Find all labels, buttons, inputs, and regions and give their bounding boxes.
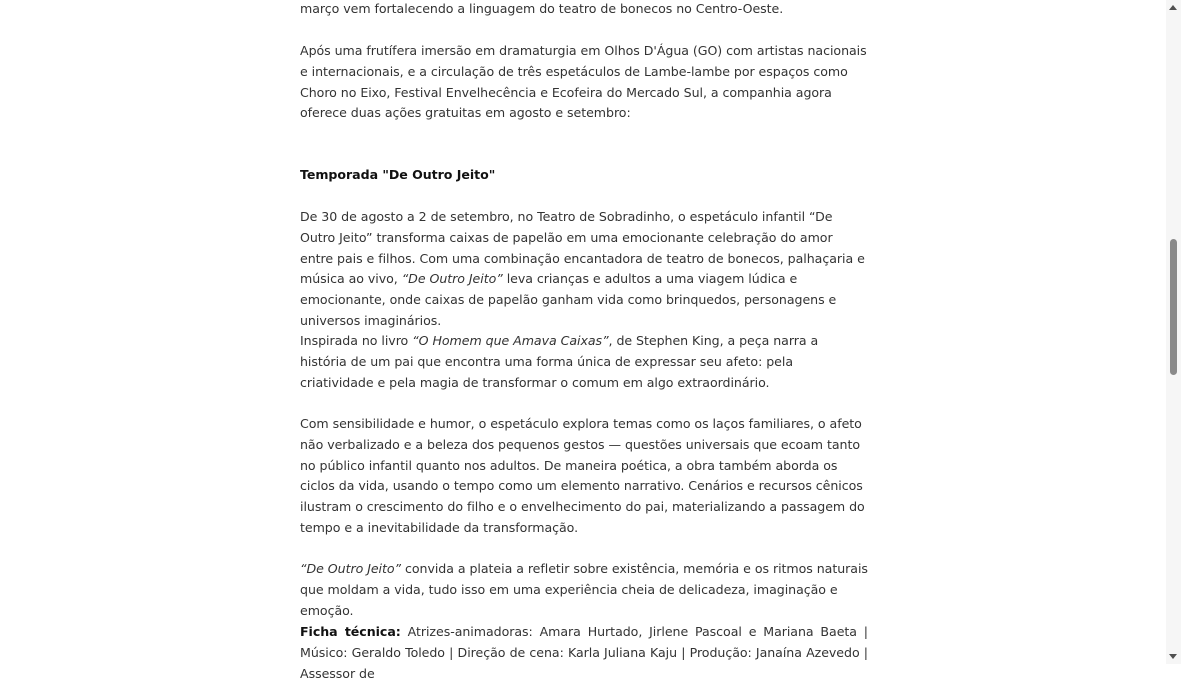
paragraph-text: março vem fortalecendo a linguagem do teatro de bonecos no Centro-Oeste. [300, 1, 784, 16]
paragraph-text: Com sensibilidade e humor, o espetáculo explora temas como os laços familiares, o afeto não verbalizado e a beleza dos pequenos gestos — questões universais que ecoam tanto no público infantil quanto nos adultos. De maneira poética, a obra também aborda os ciclos da vida, usando o tempo como um elemento narrativo. Cenários e recursos cênicos ilustram o crescimento do filho e o envelhecimento do pai, materializando a passagem do tempo e a inevitabilidade da transformação. [300, 416, 865, 535]
paragraph-text: Após uma frutífera imersão em dramaturgia em Olhos D'Água (GO) com artistas nacionais e internacionais, e a circulação de três espetáculos de Lambe-lambe por espaços como Choro no Eixo, Festival Envelhecência e Ecofeira do Mercado Sul, a companhia agora oferece duas ações gratuitas em agosto e setembro: [300, 43, 867, 121]
paragraph-text: convida a plateia a refletir sobre existência, memória e os ritmos naturais que moldam a vida, tudo isso em uma experiência cheia de delicadeza, imaginação e emoção. [300, 561, 868, 618]
show-title-italic: “De Outro Jeito” [300, 561, 402, 576]
paragraph-text: De 30 de agosto a 2 de setembro, no Teatro de Sobradinho, o espetáculo infantil “De Outro Jeito” transforma caixas de papelão em uma emocionante celebração do amor entre pais e filhos. Com uma combinação encantadora de teatro de bonecos, palhaçaria e música ao vivo, [300, 209, 865, 287]
scroll-up-arrow-icon[interactable] [1166, 0, 1181, 15]
scroll-down-arrow-icon[interactable] [1166, 649, 1181, 664]
paragraph-credits [300, 622, 868, 684]
show-title-italic: “De Outro Jeito” [401, 271, 503, 287]
book-title-italic: “O Homem que Amava Caixas” [412, 333, 609, 348]
paragraph-inspired [300, 331, 868, 393]
paragraph-text: , de Stephen King, a peça narra a história de um pai que encontra uma forma única de expressar seu afeto: pela criatividade e pela magia de transformar o comum em algo extraordinário. [300, 333, 819, 390]
credits-text: Atrizes-animadoras: Amara Hurtado, Jirlene Pascoal e Mariana Baeta | Músico: Geraldo Toledo | Direção de cena: Karla Juliana Kaju | Produção: Janaína Azevedo | Assessor de [300, 624, 869, 681]
paragraph-invite [300, 559, 868, 621]
paragraph-intro-tail [300, 0, 868, 20]
heading-text: Temporada "De Outro Jeito" [300, 167, 496, 182]
paragraph-sensibility [300, 414, 868, 539]
credits-label: Ficha técnica: [300, 624, 401, 639]
paragraph-text: Inspirada no livro [300, 333, 413, 348]
paragraph-immersion [300, 41, 868, 124]
vertical-scrollbar[interactable] [1166, 0, 1181, 664]
paragraph-season [300, 207, 868, 332]
section-heading-season [300, 165, 868, 186]
scrollbar-thumb[interactable] [1170, 239, 1177, 375]
paragraph-text: leva crianças e adultos a uma viagem lúdica e emocionante, onde caixas de papelão ganham vida como brinquedos, personagens e universos imaginários. [300, 271, 837, 328]
